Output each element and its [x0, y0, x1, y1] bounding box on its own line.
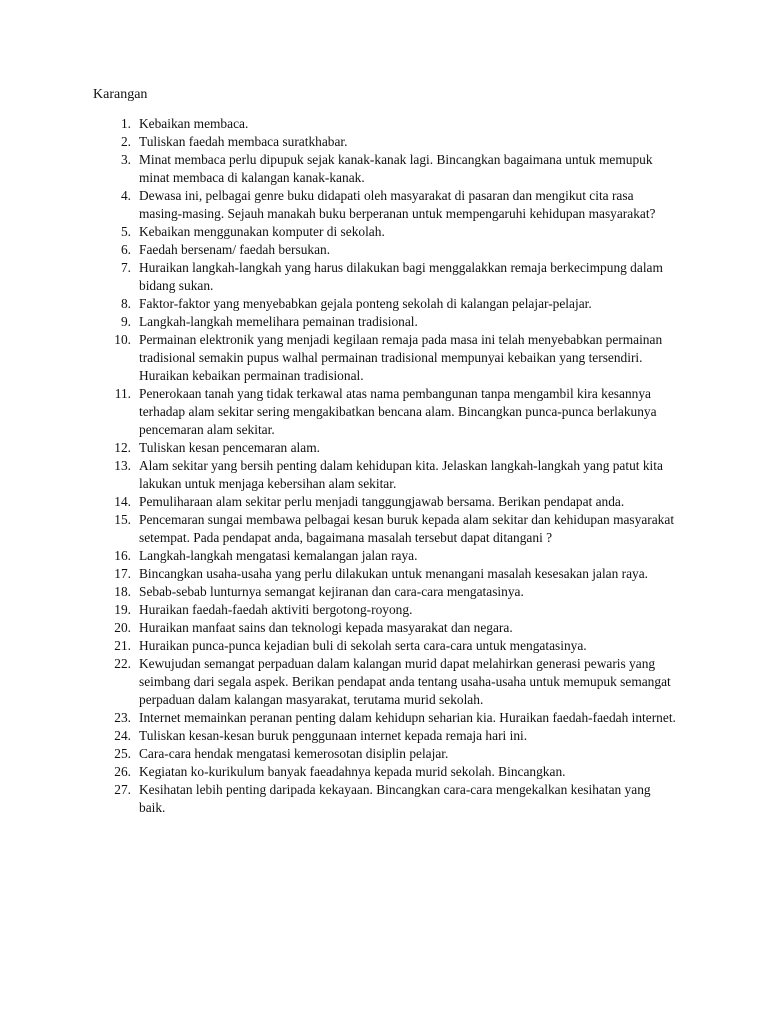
list-item-number: 25. [114, 746, 131, 761]
list-item [93, 187, 678, 223]
list-item-text: Huraikan langkah-langkah yang harus dilakukan bagi menggalakkan remaja berkecimpung dalam bidang sukan. [139, 260, 663, 293]
list-item-number: 3. [120, 152, 131, 167]
list-item-number: 19. [114, 602, 131, 617]
list-item [93, 565, 678, 583]
list-item-text: Sebab-sebab lunturnya semangat kejiranan dan cara-cara mengatasinya. [139, 584, 524, 599]
list-item-text: Minat membaca perlu dipupuk sejak kanak-kanak lagi. Bincangkan bagaimana untuk memupuk minat membaca di kalangan kanak-kanak. [139, 152, 653, 185]
list-item [93, 763, 678, 781]
list-item-number: 12. [114, 440, 131, 455]
list-item [93, 259, 678, 295]
list-item-text: Langkah-langkah memelihara pemainan tradisional. [139, 314, 418, 329]
list-item-number: 5. [120, 224, 131, 239]
list-item-number: 18. [114, 584, 131, 599]
list-item-number: 10. [114, 332, 131, 347]
list-item [93, 331, 678, 385]
list-item-text: Tuliskan kesan pencemaran alam. [139, 440, 320, 455]
list-item-number: 26. [114, 764, 131, 779]
list-item [93, 655, 678, 709]
list-item [93, 385, 678, 439]
list-item [93, 709, 678, 727]
document-title: Karangan [93, 87, 148, 102]
list-item [93, 439, 678, 457]
list-item-number: 27. [114, 782, 131, 797]
list-item-text: Penerokaan tanah yang tidak terkawal atas nama pembangunan tanpa mengambil kira kesannya terhadap alam sekitar sering mengakibatkan bencana alam. Bincangkan punca-punca berlakunya pencemaran alam sekitar. [139, 386, 657, 437]
list-item-number: 23. [114, 710, 131, 725]
list-item-text: Tuliskan kesan-kesan buruk penggunaan internet kepada remaja hari ini. [139, 728, 528, 743]
list-item [93, 511, 678, 547]
list-item-text: Bincangkan usaha-usaha yang perlu dilakukan untuk menangani masalah kesesakan jalan raya. [139, 566, 649, 581]
list-item-text: Pemuliharaan alam sekitar perlu menjadi tanggungjawab bersama. Berikan pendapat anda. [139, 494, 625, 509]
list-item-number: 15. [114, 512, 131, 527]
list-item [93, 133, 678, 151]
list-item-number: 11. [114, 386, 131, 401]
list-item-number: 1. [120, 116, 131, 131]
list-item-text: Kewujudan semangat perpaduan dalam kalangan murid dapat melahirkan generasi pewaris yang seimbang dari segala aspek. Berikan pendapat anda tentang usaha-usaha untuk memupuk semangat perpaduan dalam kalangan masyarakat, terutama murid sekolah. [139, 656, 671, 707]
list-item-text: Permainan elektronik yang menjadi kegilaan remaja pada masa ini telah menyebabkan permainan tradisional semakin pupus walhal permainan tradisional mempunyai kebaikan yang tersendiri. Huraikan kebaikan permainan tradisional. [139, 332, 663, 383]
list-item-number: 16. [114, 548, 131, 563]
list-item-number: 21. [114, 638, 131, 653]
list-item-text: Dewasa ini, pelbagai genre buku didapati oleh masyarakat di pasaran dan mengikut cita rasa masing-masing. Sejauh manakah buku berperanan untuk mempengaruhi kehidupan masyarakat? [139, 188, 656, 221]
list-item-number: 22. [114, 656, 131, 671]
list-item-text: Kebaikan menggunakan komputer di sekolah. [139, 224, 385, 239]
list-item [93, 727, 678, 745]
list-item-text: Kesihatan lebih penting daripada kekayaan. Bincangkan cara-cara mengekalkan kesihatan yang baik. [139, 782, 651, 815]
topic-list [93, 115, 678, 817]
list-item-text: Cara-cara hendak mengatasi kemerosotan disiplin pelajar. [139, 746, 449, 761]
list-item-number: 7. [120, 260, 131, 275]
list-item-number: 13. [114, 458, 131, 473]
list-item-text: Kebaikan membaca. [139, 116, 249, 131]
list-item-text: Tuliskan faedah membaca suratkhabar. [139, 134, 348, 149]
list-item-number: 2. [120, 134, 131, 149]
list-item-text: Huraikan punca-punca kejadian buli di sekolah serta cara-cara untuk mengatasinya. [139, 638, 587, 653]
list-item-text: Kegiatan ko-kurikulum banyak faeadahnya kepada murid sekolah. Bincangkan. [139, 764, 566, 779]
list-item [93, 745, 678, 763]
list-item-number: 4. [120, 188, 131, 203]
list-item-number: 17. [114, 566, 131, 581]
list-item [93, 115, 678, 133]
list-item-number: 14. [114, 494, 131, 509]
list-item-text: Faedah bersenam/ faedah bersukan. [139, 242, 331, 257]
list-item-text: Huraikan faedah-faedah aktiviti bergotong-royong. [139, 602, 413, 617]
list-item-number: 9. [120, 314, 131, 329]
list-item [93, 637, 678, 655]
list-item-text: Internet memainkan peranan penting dalam kehidupn seharian kia. Huraikan faedah-faedah internet. [139, 710, 676, 725]
list-item-number: 8. [120, 296, 131, 311]
list-item [93, 457, 678, 493]
list-item [93, 295, 678, 313]
list-item [93, 151, 678, 187]
list-item-number: 6. [120, 242, 131, 257]
list-item [93, 619, 678, 637]
list-item [93, 601, 678, 619]
list-item-number: 20. [114, 620, 131, 635]
list-item [93, 583, 678, 601]
list-item-text: Pencemaran sungai membawa pelbagai kesan buruk kepada alam sekitar dan kehidupan masyarakat setempat. Pada pendapat anda, bagaimana masalah tersebut dapat ditangani ? [139, 512, 675, 545]
list-item [93, 223, 678, 241]
list-item-text: Alam sekitar yang bersih penting dalam kehidupan kita. Jelaskan langkah-langkah yang patut kita lakukan untuk menjaga kebersihan alam sekitar. [139, 458, 663, 491]
list-item [93, 493, 678, 511]
list-item-number: 24. [114, 728, 131, 743]
list-item [93, 547, 678, 565]
list-item [93, 313, 678, 331]
list-item [93, 241, 678, 259]
list-item [93, 781, 678, 817]
list-item-text: Huraikan manfaat sains dan teknologi kepada masyarakat dan negara. [139, 620, 513, 635]
list-item-text: Faktor-faktor yang menyebabkan gejala ponteng sekolah di kalangan pelajar-pelajar. [139, 296, 592, 311]
list-item-text: Langkah-langkah mengatasi kemalangan jalan raya. [139, 548, 418, 563]
